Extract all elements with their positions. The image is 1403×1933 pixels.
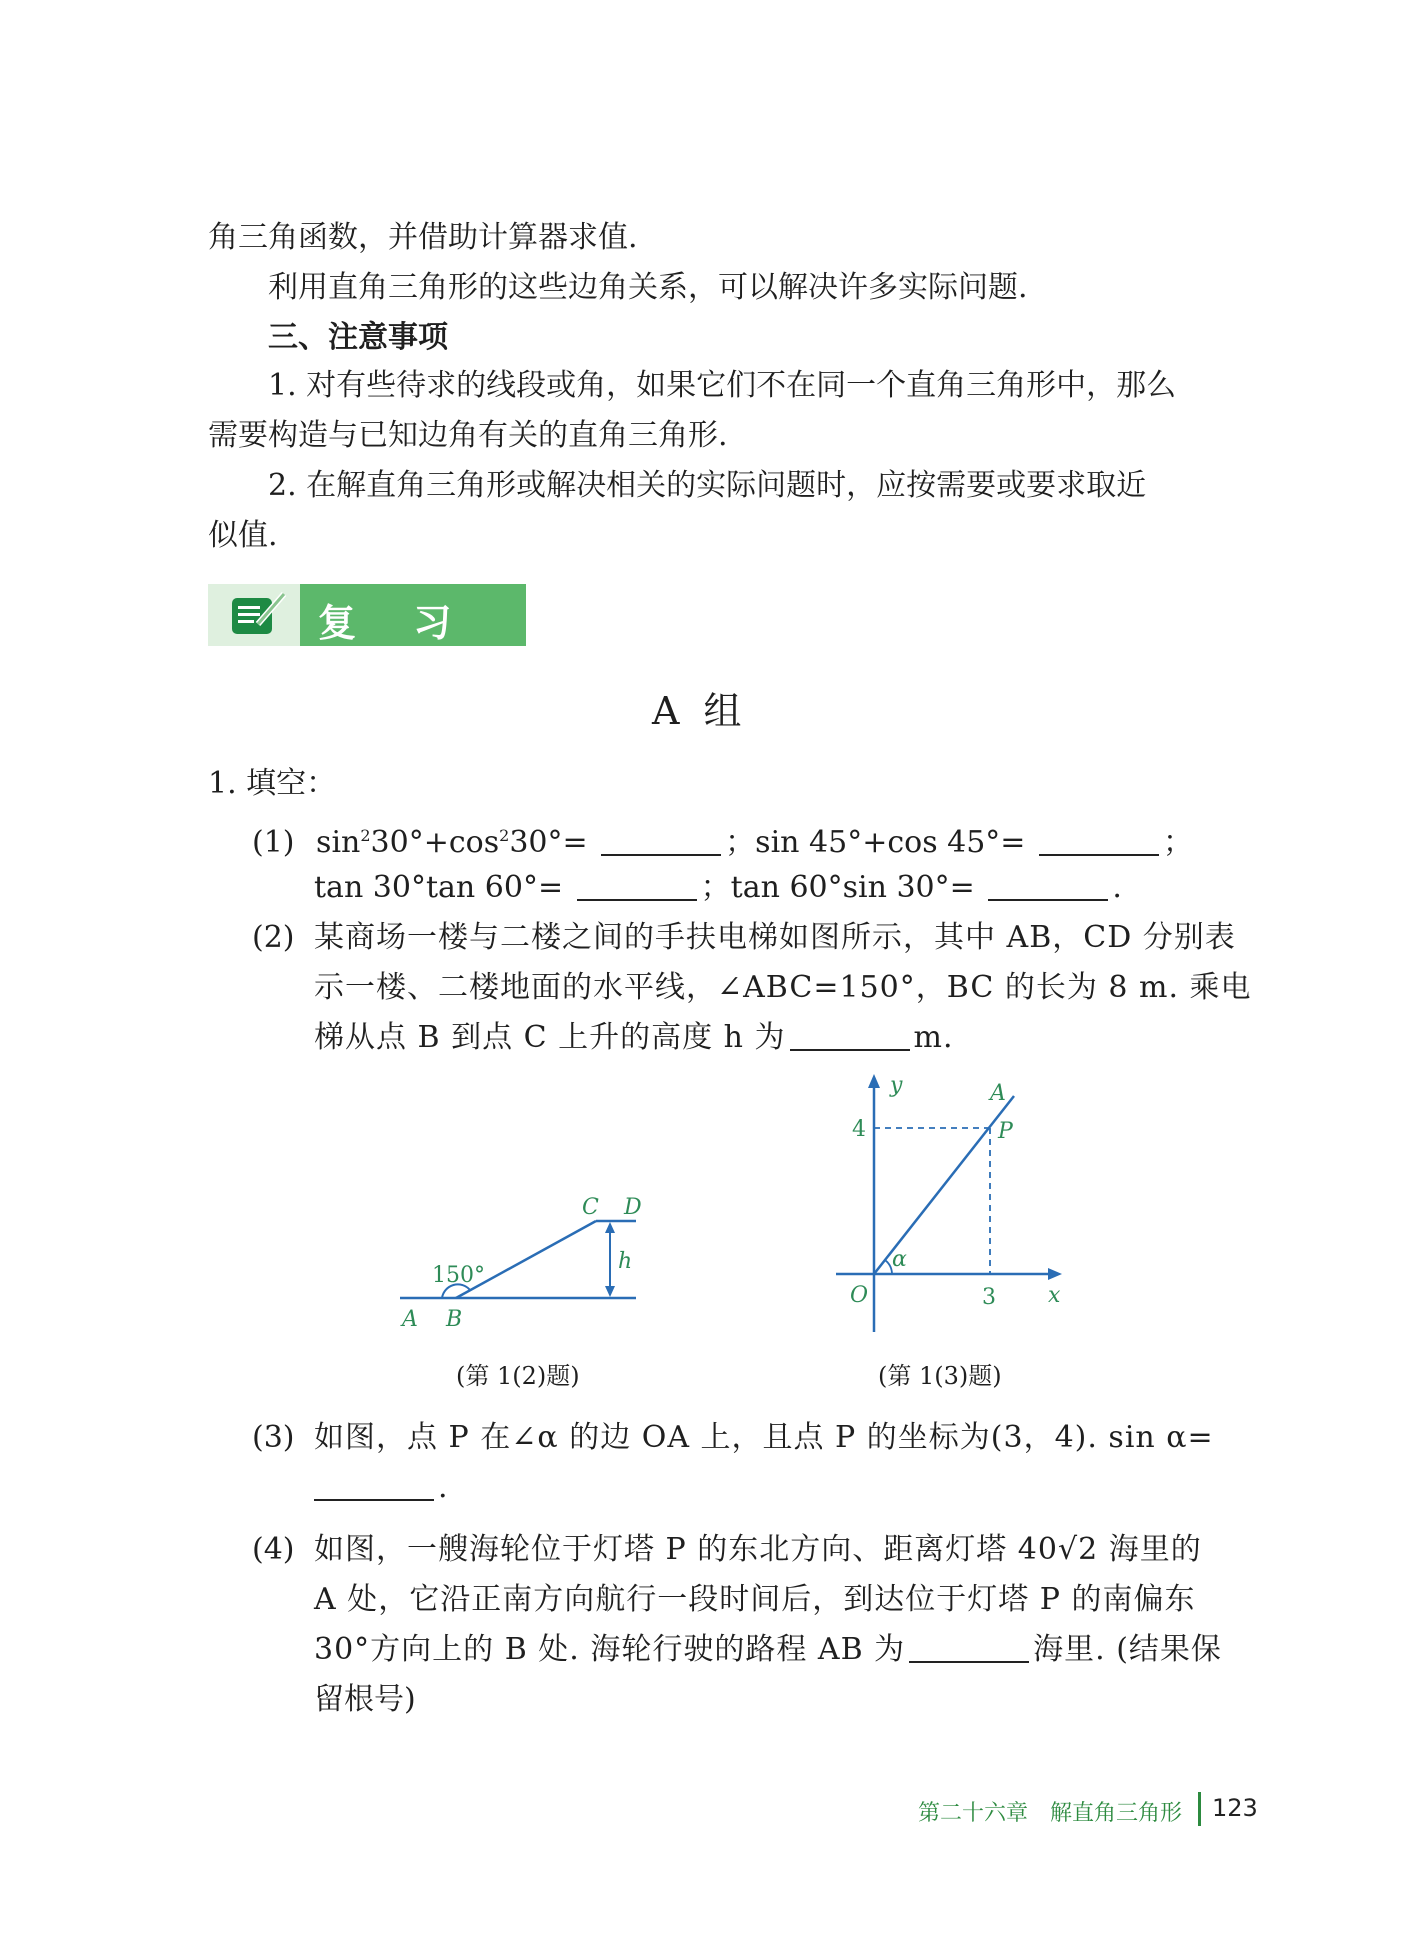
note-2-line-2: 似值.: [208, 518, 278, 553]
q1-part1-line1: [252, 816, 1193, 863]
q1-part1-sin-label: sin: [316, 825, 361, 860]
answer-blank-5[interactable]: [790, 1019, 910, 1051]
q1-part3-number: (3): [252, 1420, 295, 1455]
q1-part2-line3-text: 梯从点 B 到点 C 上升的高度 h 为: [314, 1020, 786, 1055]
chapter-footer: 第二十六章 解直角三角形: [918, 1801, 1183, 1826]
x-label: x: [1048, 1283, 1061, 1308]
tick-3-label: 3: [982, 1285, 996, 1310]
answer-blank-6[interactable]: [314, 1469, 434, 1501]
tick-4-label: 4: [852, 1117, 866, 1142]
height-arrow-bottom: [605, 1286, 615, 1297]
review-section-header: [208, 584, 526, 700]
q1-part4-line2: A 处，它沿正南方向航行一段时间后，到达位于灯塔 P 的南偏东: [314, 1582, 1196, 1617]
point-b-label: B: [446, 1307, 463, 1330]
notes-heading: 三、注意事项: [268, 320, 448, 355]
q1-part1-expr-4: ；tan 60°sin 30°=: [700, 870, 975, 905]
angle-label: 150°: [432, 1263, 485, 1288]
question-1-label: 1. 填空：: [208, 766, 337, 801]
q1-part4-line4: 留根号): [314, 1682, 416, 1717]
intro-line-2: 利用直角三角形的这些边角关系，可以解决许多实际问题.: [268, 270, 1028, 305]
q1-part3-line2: [314, 1468, 448, 1508]
answer-blank-7[interactable]: [909, 1631, 1029, 1663]
alpha-arc: [885, 1260, 892, 1274]
q1-part1-sup-1: 2: [360, 826, 371, 845]
q1-part4-line3: [314, 1630, 1222, 1670]
q1-part3-line1: 如图，点 P 在∠α 的边 OA 上，且点 P 的坐标为(3，4). sin α=: [314, 1420, 1214, 1455]
pencil-note-icon: [208, 584, 300, 646]
y-label: y: [890, 1073, 903, 1098]
q1-part1-expr-2: ；sin 45°+cos 45°=: [725, 825, 1026, 860]
q1-part1-end: .: [1112, 870, 1122, 905]
answer-blank-1[interactable]: [601, 824, 721, 856]
point-d-label: D: [624, 1195, 642, 1220]
point-p-label: P: [998, 1119, 1013, 1144]
q1-part1-number: (1): [252, 825, 295, 860]
footer-divider: [1198, 1792, 1201, 1826]
answer-blank-3[interactable]: [577, 869, 697, 901]
note-2-line-1: 2. 在解直角三角形或解决相关的实际问题时，应按需要或要求取近: [268, 468, 1147, 503]
note-1-line-2: 需要构造与已知边角有关的直角三角形.: [208, 418, 728, 453]
answer-blank-4[interactable]: [988, 869, 1108, 901]
q1-part1-expr-3: tan 30°tan 60°=: [314, 870, 564, 905]
q1-part4-number: (4): [252, 1532, 295, 1567]
alpha-label: α: [892, 1247, 907, 1272]
point-a-label: A: [402, 1307, 418, 1330]
q1-part4-line1: 如图，一艘海轮位于灯塔 P 的东北方向、距离灯塔 40√2 海里的: [314, 1532, 1202, 1567]
figure-3-caption: (第 1(3)题): [878, 1362, 1002, 1390]
note-1-line-1: 1. 对有些待求的线段或角，如果它们不在同一个直角三角形中，那么: [268, 368, 1177, 403]
x-axis-arrow: [1048, 1268, 1062, 1280]
page-number: 123: [1212, 1794, 1258, 1822]
q1-part3-end: .: [438, 1470, 448, 1505]
q1-part2-number: (2): [252, 920, 295, 955]
section-title: 复 习 题: [318, 601, 474, 700]
q1-part4-line3-tail: 海里. (结果保: [1033, 1632, 1222, 1667]
q1-part2-unit: m.: [913, 1020, 954, 1055]
q1-part2-line2: 示一楼、二楼地面的水平线，∠ABC=150°，BC 的长为 8 m. 乘电: [314, 970, 1252, 1005]
figure-escalator: [390, 1180, 660, 1330]
q1-part1-line2: [314, 868, 1122, 908]
q1-part1-sup-2: 2: [499, 826, 510, 845]
q1-part2-line1: 某商场一楼与二楼之间的手扶电梯如图所示，其中 AB，CD 分别表: [314, 920, 1236, 955]
q1-part1-eq: 30°=: [509, 825, 588, 860]
intro-line-1: 角三角函数，并借助计算器求值.: [208, 220, 638, 255]
q1-part4-line3-text: 30°方向上的 B 处. 海轮行驶的路程 AB 为: [314, 1632, 906, 1667]
q1-part2-line3: [314, 1018, 954, 1058]
point-a-label: A: [990, 1081, 1006, 1106]
q1-part1-cos-label: 30°+cos: [370, 825, 500, 860]
point-c-label: C: [582, 1195, 599, 1220]
height-arrow-top: [605, 1222, 615, 1233]
figure-coordinate: [830, 1070, 1080, 1340]
figure-2-caption: (第 1(2)题): [456, 1362, 580, 1390]
y-axis-arrow: [868, 1074, 880, 1088]
q1-part1-sep: ；: [1162, 825, 1193, 860]
section-icon-panel: [208, 584, 300, 646]
height-label: h: [618, 1249, 633, 1274]
group-title: A 组: [652, 689, 748, 733]
origin-label: O: [850, 1283, 869, 1308]
answer-blank-2[interactable]: [1039, 824, 1159, 856]
